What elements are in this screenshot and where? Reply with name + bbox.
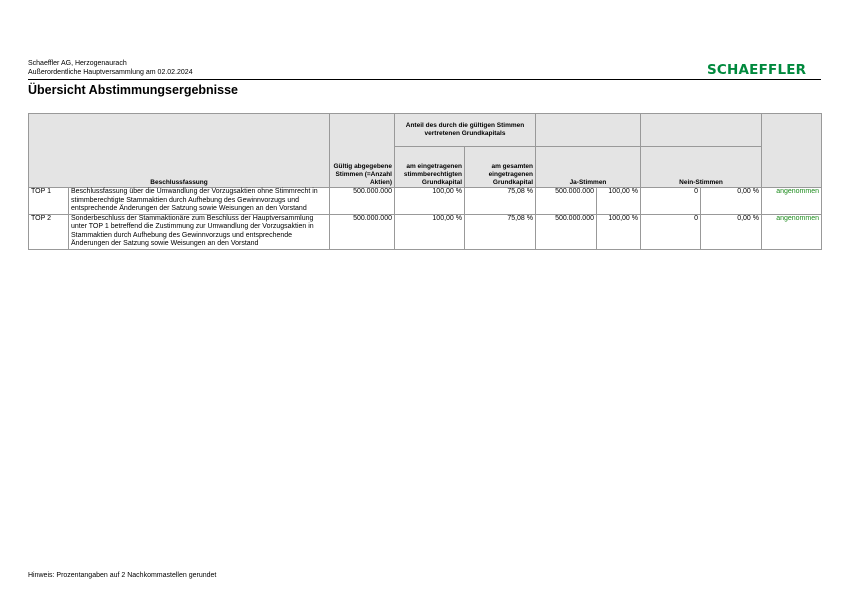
share-voting-capital: 100,00 % [395,214,465,249]
header-anteil-grundkapital: Anteil des durch die gültigen Stimmen vertretenen Grundkapitals [395,114,536,147]
header-gueltige-stimmen: Gültig abgegebene Stimmen (=Anzahl Aktien) [330,114,395,188]
table-row [29,214,822,249]
no-percent: 0,00 % [701,188,762,215]
header-divider [28,79,821,80]
agenda-item-number: TOP 2 [29,214,69,249]
event-name: Außerordentliche Hauptversammlung am 02.02.2024 [28,69,193,76]
no-votes: 0 [641,214,701,249]
resolution-text: Beschlussfassung über die Umwandlung der Vorzugsaktien ohne Stimmrecht in stimmberechtigte Stammaktien durch Aufhebung des Gewinnvorzugs und entsprechende Änderungen der Satzung sowie Weisungen an den Vorstand [69,188,330,215]
share-total-capital: 75,08 % [465,188,536,215]
schaeffler-logo: SCHAEFFLER [707,62,807,78]
valid-votes: 500.000.000 [330,188,395,215]
header-anteil-gesamt: am gesamten eingetragenen Grundkapital [465,147,536,188]
yes-percent: 100,00 % [597,214,641,249]
header-beschlussfassung: Beschlussfassung [29,114,330,188]
agenda-item-number: TOP 1 [29,188,69,215]
header-blank-ja [536,114,641,147]
valid-votes: 500.000.000 [330,214,395,249]
table-row [29,188,822,215]
no-votes: 0 [641,188,701,215]
result-status: angenommen [762,214,822,249]
company-info [28,59,193,77]
resolution-text: Sonderbeschluss der Stammaktionäre zum Beschluss der Hauptversammlung unter TOP 1 betreffend die Zustimmung zur Umwandlung der Vorzugsaktien in Stammaktien durch Aufhebung des Gewinnvorzugs und entsprechende Änderungen der Satzung sowie Weisungen an den Vorstand [69,214,330,249]
header-blank-ergebnis [762,114,822,188]
yes-votes: 500.000.000 [536,188,597,215]
header-blank-nein [641,114,762,147]
footnote: Hinweis: Prozentangaben auf 2 Nachkommastellen gerundet [28,572,217,579]
results-table [28,113,822,250]
header-ja-stimmen: Ja-Stimmen [536,147,641,188]
header-anteil-stimmberechtigt: am eingetragenen stimmberechtigten Grundkapital [395,147,465,188]
result-status: angenommen [762,188,822,215]
no-percent: 0,00 % [701,214,762,249]
header-nein-stimmen: Nein-Stimmen [641,147,762,188]
yes-votes: 500.000.000 [536,214,597,249]
page-title: Übersicht Abstimmungsergebnisse [28,83,239,97]
share-total-capital: 75,08 % [465,214,536,249]
yes-percent: 100,00 % [597,188,641,215]
company-name: Schaeffler AG, Herzogenaurach [28,60,127,67]
share-voting-capital: 100,00 % [395,188,465,215]
